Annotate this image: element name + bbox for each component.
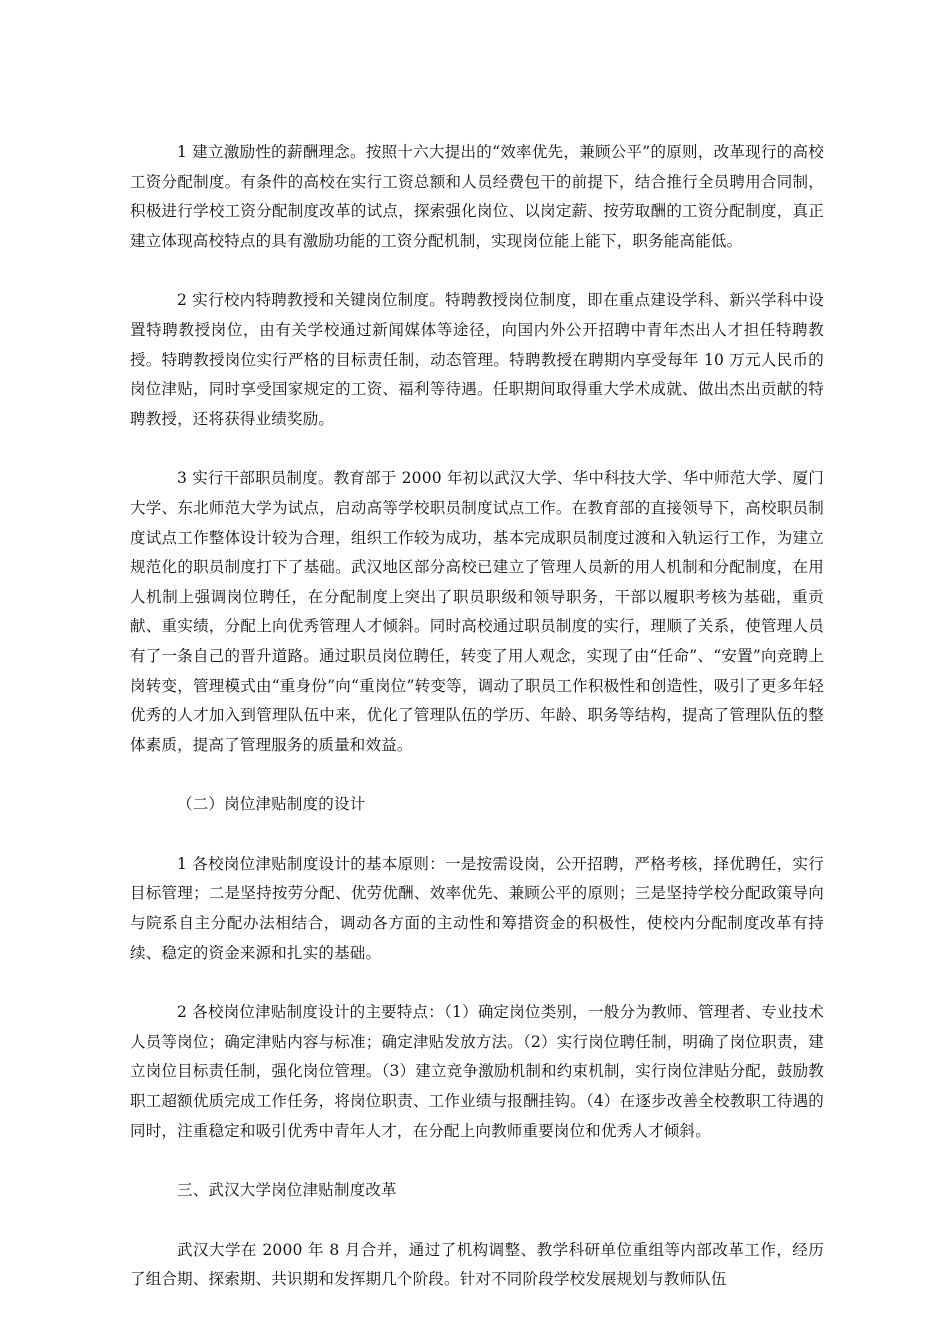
paragraph-design-principles: 1 各校岗位津贴制度设计的基本原则：一是按需设岗，公开招聘，严格考核，择优聘任，实行目标管理；二是坚持按劳分配、优劳优酬、效率优先、兼顾公平的原则；三是坚持学校分配政策导向与院系自主分配办法相结合，调动各方面的主动性和筹措资金的积极性，使校内分配制度改革有持续、稳定的资金来源和扎实的基础。 bbox=[130, 854, 824, 962]
paragraph-whu-merger: 武汉大学在 2000 年 8 月合并，通过了机构调整、教学科研单位重组等内部改革工作，经历了组合期、探索期、共识期和发挥期几个阶段。针对不同阶段学校发展规划与教师队伍 bbox=[130, 1240, 824, 1289]
paragraph-staff-system: 3 实行干部职员制度。教育部于 2000 年初以武汉大学、华中科技大学、华中师范大学、厦门大学、东北师范大学为试点，启动高等学校职员制度试点工作。在教育部的直接领导下，高校职员制度试点工作整体设计较为合理，组织工作较为成功，基本完成职员制度过渡和入轨运行工作，为建立规范化的职员制度打下了基础。武汉地区部分高校已建立了管理人员新的用人机制和分配制度，在用人机制上强调岗位聘任，在分配制度上突出了职员职级和领导职务，干部以履职考核为基础，重贡献、重实绩，分配上向优秀管理人才倾斜。同时高校通过职员制度的实行，理顺了关系，使管理人员有了一条自己的晋升道路。通过职员岗位聘任，转变了用人观念，实现了由“任命”、“安置”向竞聘上岗转变，管理模式由“重身份”向“重岗位”转变等，调动了职员工作积极性和创造性，吸引了更多年轻优秀的人才加入到管理队伍中来，优化了管理队伍的学历、年龄、职务等结构，提高了管理队伍的整体素质，提高了管理服务的质量和效益。 bbox=[130, 469, 824, 754]
paragraph-design-features: 2 各校岗位津贴制度设计的主要特点：（1）确定岗位类别，一般分为教师、管理者、专业技术人员等岗位；确定津贴内容与标准；确定津贴发放方法。（2）实行岗位聘任制，明确了岗位职责，建立岗位目标责任制，强化岗位管理。（3）建立竞争激励机制和约束机制，实行岗位津贴分配，鼓励教职工超额优质完成工作任务，将岗位职责、工作业绩与报酬挂钩。（4）在逐步改善全校教职工待遇的同时，注重稳定和吸引优秀中青年人才，在分配上向教师重要岗位和优秀人才倾斜。 bbox=[130, 1003, 824, 1140]
section-heading-whu-reform: 三、武汉大学岗位津贴制度改革 bbox=[177, 1181, 397, 1200]
document-body bbox=[130, 138, 824, 1295]
paragraph-salary-concept: 1 建立激励性的薪酬理念。按照十六大提出的“效率优先，兼顾公平”的原则，改革现行的高校工资分配制度。有条件的高校在实行工资总额和人员经费包干的前提下，结合推行全员聘用合同制，积极进行学校工资分配制度改革的试点，探索强化岗位、以岗定薪、按劳取酬的工资分配制度，真正建立体现高校特点的具有激励功能的工资分配机制，实现岗位能上能下，职务能高能低。 bbox=[130, 143, 824, 250]
section-heading-allowance-design: （二）岗位津贴制度的设计 bbox=[177, 795, 366, 814]
paragraph-distinguished-professor: 2 实行校内特聘教授和关键岗位制度。特聘教授岗位制度，即在重点建设学科、新兴学科中设置特聘教授岗位，由有关学校通过新闻媒体等途径，向国内外公开招聘中青年杰出人才担任特聘教授。特聘教授岗位实行严格的目标责任制，动态管理。特聘教授在聘期内享受每年 10 万元人民币的岗位津贴，同时享受国家规定的工资、福利等待遇。任职期间取得重大学术成就、做出杰出贡献的特聘教授，还将获得业绩奖励。 bbox=[130, 291, 824, 428]
